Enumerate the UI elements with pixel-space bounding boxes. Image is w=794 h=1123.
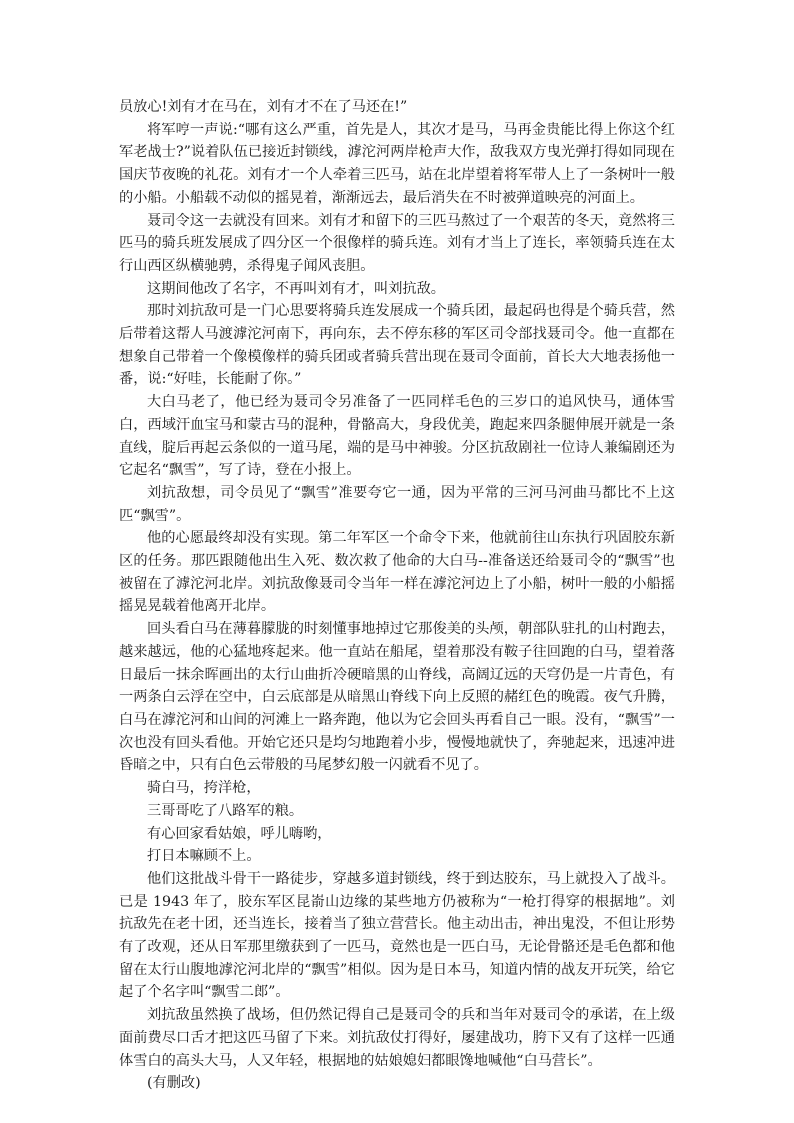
paragraph-10: 刘抗敌虽然换了战场，但仍然记得自己是聂司令的兵和当年对聂司令的承诺，在上级面前费尽口舌才把这匹马留了下来。刘抗敌仗打得好，屡建战功，胯下又有了这样一匹通体雪白的高头大马，人又年轻，根据地的姑娘媳妇都眼馋地喊他“白马营长”。	[119, 1007, 675, 1069]
article-body	[119, 96, 675, 1095]
verse-line: 三哥哥吃了八路军的粮。	[147, 802, 304, 819]
paragraph-9: 他们这批战斗骨干一路徒步，穿越多道封锁线，终于到达胶东，马上就投入了战斗。已是 1943 年了，胶东军区昆嵛山边缘的某些地方仍被称为“一枪打得穿的根据地”。刘抗敌先在老十团，还当连长，接着当了独立营营长。他主动出击，神出鬼没，不但让形势有了改观，还从日军那里缴获到了一匹马，竟然也是一匹白马，无论骨骼还是毛色都和他留在太行山腹地滹沱河北岸的“飘雪”相似。因为是日本马，知道内情的战友开玩笑，给它起了个名字叫“飘雪二郎”。	[119, 870, 675, 1001]
verse-line: 骑白马，挎洋枪，	[147, 780, 261, 797]
paragraph-8: 回头看白马在薄暮朦胧的时刻懂事地掉过它那俊美的头颅，朝部队驻扎的山村跑去，越来越远，他的心猛地疼起来。他一直站在船尾，望着那没有鞍子往回跑的白马，望着落日最后一抹余晖画出的太行山曲折冷硬暗黑的山脊线，高阔辽远的天穹仍是一片青色，有一两条白云浮在空中，白云底部是从暗黑山脊线下向上反照的赭红色的晚霞。夜气升腾，白马在滹沱河和山间的河滩上一路奔跑，他以为它会回头再看自己一眼。没有，“飘雪”一次也没有回头看他。开始它还只是均匀地跑着小步，慢慢地就快了，奔驰起来，迅速冲进昏暗之中，只有白色云带般的马尾梦幻般一闪就看不见了。	[119, 621, 675, 774]
paragraph-5: 大白马老了，他已经为聂司令另准备了一匹同样毛色的三岁口的追风快马，通体雪白，西域汗血宝马和蒙古马的混种，骨骼高大，身段优美，跑起来四条腿伸展开就是一条直线，腚后再起云条似的一道马尾，端的是马中神骏。分区抗敌剧社一位诗人兼编剧还为它起名“飘雪”，写了诗，登在小报上。	[119, 394, 675, 479]
paragraph-7: 他的心愿最终却没有实现。第二年军区一个命令下来，他就前往山东执行巩固胶东新区的任务。那匹跟随他出生入死、数次救了他命的大白马--准备送还给聂司令的“飘雪”也被留在了滹沱河北岸。刘抗敌像聂司令当年一样在滹沱河边上了小船，树叶一般的小船摇摇晃晃载着他离开北岸。	[119, 530, 675, 615]
paragraph-6: 刘抗敌想，司令员见了“飘雪”准要夸它一通，因为平常的三河马河曲马都比不上这匹“飘雪”。	[119, 484, 675, 524]
folk-song-verse	[119, 777, 675, 868]
verse-line: 有心回家看姑娘，呼儿嗨哟，	[147, 825, 332, 842]
paragraph-1: 将军哼一声说:“哪有这么严重，首先是人，其次才是马，马再金贵能比得上你这个红军老战士?”说着队伍已接近封锁线，滹沱河两岸枪声大作，敌我双方曳光弹打得如同现在国庆节夜晚的礼花。刘有才一个人牵着三匹马，站在北岸望着将军带人上了一条树叶一般的小船。小船载不动似的摇晃着，渐渐远去，最后消失在不时被弹道映亮的河面上。	[119, 121, 675, 206]
paragraph-3: 这期间他改了名字，不再叫刘有才，叫刘抗敌。	[147, 280, 445, 297]
paragraph-4: 那时刘抗敌可是一门心思要将骑兵连发展成一个骑兵团，最起码也得是个骑兵营，然后带着这帮人马渡滹沱河南下，再向东，去不停东移的军区司令部找聂司令。他一直都在想象自己带着一个像模像样的骑兵团或者骑兵营出现在聂司令面前，首长大大地表扬他一番，说:“好哇，长能耐了你。”	[119, 303, 675, 388]
paragraph-0: 员放心!刘有才在马在，刘有才不在了马还在!”	[119, 99, 408, 115]
verse-line: 打日本嘛顾不上。	[147, 848, 261, 865]
edit-note: (有删改)	[147, 1075, 201, 1092]
paragraph-2: 聂司令这一去就没有回来。刘有才和留下的三匹马熬过了一个艰苦的冬天，竟然将三匹马的骑兵班发展成了四分区一个很像样的骑兵连。刘有才当上了连长，率领骑兵连在太行山西区纵横驰骋，杀得鬼子闻风丧胆。	[119, 212, 675, 274]
